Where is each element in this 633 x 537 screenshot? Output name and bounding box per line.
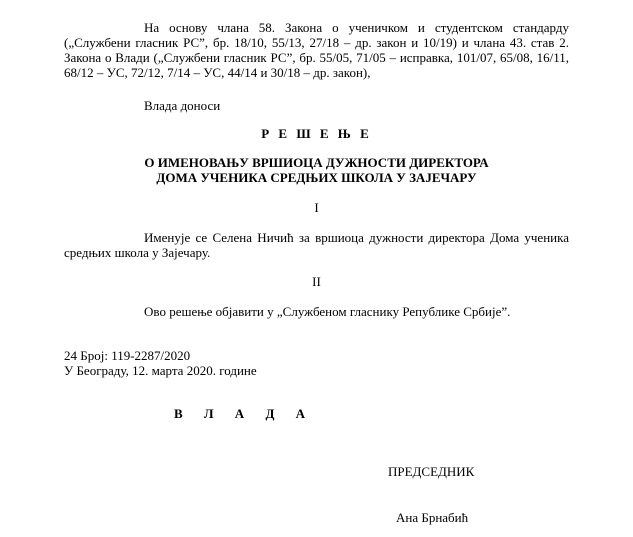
decision-subject-line: ДОМА УЧЕНИКА СРЕДЊИХ ШКОЛА У ЗАЈЕЧАРУ — [156, 170, 477, 185]
preamble-line: („Службени гласник РС”, бр. 18/10, 55/13, 27/18 – др. закон и 10/19) и члана 43. став 2. — [64, 35, 569, 50]
section-1-line: Именује се Селена Ничић за вршиоца дужности директора Дома ученика — [144, 230, 569, 245]
section-numeral-1: I — [314, 200, 319, 215]
preamble-line: На основу члана 58. Закона о ученичком и студентском стандарду — [144, 20, 569, 35]
decision-subject-line: О ИМЕНОВАЊУ ВРШИОЦА ДУЖНОСТИ ДИРЕКТОРА — [144, 155, 489, 170]
place-and-date: У Београду, 12. марта 2020. године — [64, 363, 257, 378]
section-2-text: Ово решење објавити у „Службеном гласнику Републике Србије”. — [144, 304, 511, 319]
reference-number: 24 Број: 119-2287/2020 — [64, 348, 191, 363]
preamble-line: Закона о Влади („Службени гласник РС”, бр. 55/05, 71/05 – исправка, 101/07, 65/08, 16/11, — [64, 50, 569, 65]
section-1-line: средњих школа у Зајечару. — [64, 245, 211, 260]
president-title: ПРЕДСЕДНИК — [388, 464, 475, 479]
section-1-paragraph — [64, 230, 569, 260]
government-signature: В Л А Д А — [173, 406, 315, 421]
president-name: Ана Брнабић — [396, 510, 469, 525]
government-proposes-text: Влада доноси — [144, 98, 221, 113]
preamble-line: 68/12 – УС, 72/12, 7/14 – УС, 44/14 и 30/18 – др. закон), — [64, 65, 371, 80]
preamble-paragraph — [64, 20, 569, 80]
section-numeral-2: II — [312, 274, 321, 289]
decision-heading: Р Е Ш Е Њ Е — [261, 126, 372, 141]
